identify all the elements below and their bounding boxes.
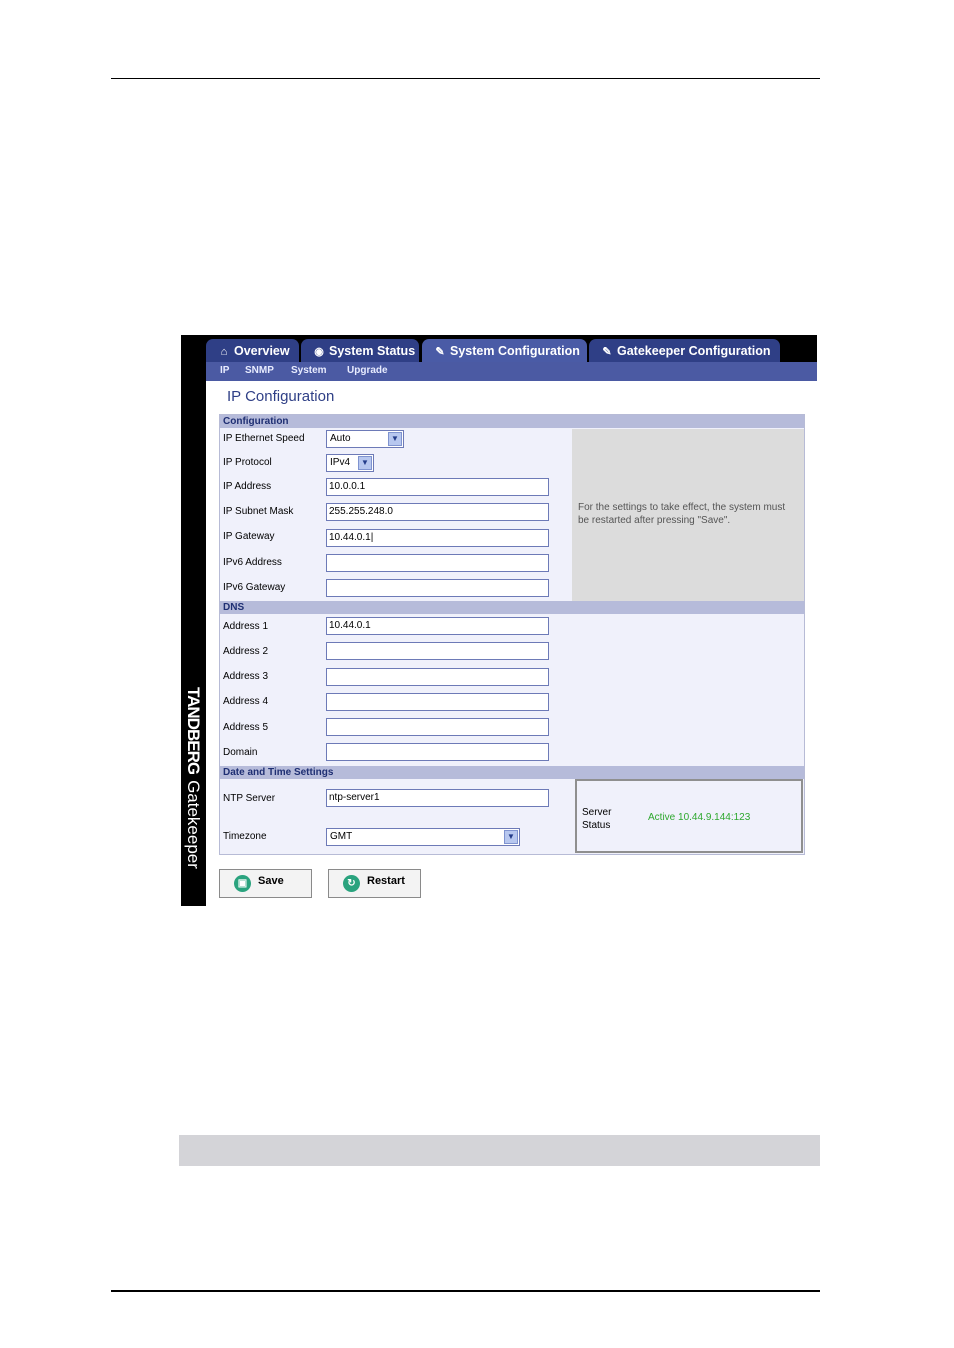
ipv6-gateway-label: IPv6 Gateway	[223, 582, 286, 593]
dns-address5-label: Address 5	[223, 722, 269, 733]
app-window	[181, 335, 817, 906]
tab-overview[interactable]: ⌂ Overview	[206, 339, 299, 362]
dns-address3-label: Address 3	[223, 671, 269, 682]
save-icon: ▣	[234, 875, 251, 892]
subnav-upgrade[interactable]: Upgrade	[347, 365, 388, 376]
ip-address-input[interactable]: 10.0.0.1	[326, 478, 549, 496]
page-title: IP Configuration	[227, 388, 335, 405]
top-rule	[111, 78, 820, 79]
ip-subnet-mask-input[interactable]: 255.255.248.0	[326, 503, 549, 521]
restart-button[interactable]: ↻ Restart	[328, 869, 421, 898]
brand-strip	[181, 335, 206, 906]
tab-gatekeeper-configuration[interactable]: ✎ Gatekeeper Configuration	[589, 339, 780, 362]
dns-address5-input[interactable]	[326, 718, 549, 736]
brand-logo: TANDBERGGatekeeper	[184, 687, 203, 869]
ntp-server-input[interactable]: ntp-server1	[326, 789, 549, 807]
restart-icon: ↻	[343, 875, 360, 892]
settings-panel	[219, 414, 805, 855]
ip-address-label: IP Address	[223, 481, 272, 492]
tab-system-status[interactable]: ◉ System Status	[301, 339, 419, 362]
save-button[interactable]: ▣ Save	[219, 869, 312, 898]
timezone-label: Timezone	[223, 831, 267, 842]
status-icon: ◉	[314, 346, 324, 358]
ip-subnet-mask-label: IP Subnet Mask	[223, 506, 294, 517]
dns-address4-label: Address 4	[223, 696, 269, 707]
dns-domain-label: Domain	[223, 747, 258, 758]
dns-address2-label: Address 2	[223, 646, 269, 657]
ip-protocol-select[interactable]: IPv4 ▼	[326, 454, 374, 472]
dns-address1-input[interactable]: 10.44.0.1	[326, 617, 549, 635]
chevron-down-icon: ▼	[358, 456, 372, 470]
subnav-system[interactable]: System	[291, 365, 327, 376]
ethernet-speed-label: IP Ethernet Speed	[223, 433, 305, 444]
server-status-box	[575, 779, 803, 853]
dns-address1-label: Address 1	[223, 621, 269, 632]
section-dns: DNS	[220, 601, 804, 614]
dns-address3-input[interactable]	[326, 668, 549, 686]
chevron-down-icon: ▼	[388, 432, 402, 446]
ethernet-speed-select[interactable]: Auto ▼	[326, 430, 404, 448]
sub-navigation	[206, 362, 817, 381]
restart-note-box	[572, 429, 804, 601]
dns-domain-input[interactable]	[326, 743, 549, 761]
chevron-down-icon: ▼	[504, 830, 518, 844]
section-configuration: Configuration	[220, 415, 804, 428]
briefcase-icon: ⌂	[220, 346, 228, 358]
server-status-label: Server Status	[582, 807, 612, 831]
ipv6-address-input[interactable]	[326, 554, 549, 572]
ip-gateway-label: IP Gateway	[223, 531, 275, 542]
gray-band	[179, 1135, 820, 1166]
restart-note: For the settings to take effect, the system must be restarted after pressing "Save".	[578, 502, 786, 526]
tab-system-configuration[interactable]: ✎ System Configuration	[422, 339, 587, 362]
wrench-icon: ✎	[602, 346, 612, 358]
server-status-value: Active 10.44.9.144:123	[648, 812, 751, 823]
section-date-time: Date and Time Settings	[220, 766, 804, 779]
subnav-snmp[interactable]: SNMP	[245, 365, 274, 376]
dns-address2-input[interactable]	[326, 642, 549, 660]
wrench-icon: ✎	[435, 346, 445, 358]
ipv6-gateway-input[interactable]	[326, 579, 549, 597]
timezone-select[interactable]: GMT ▼	[326, 828, 520, 846]
ntp-server-label: NTP Server	[223, 793, 276, 804]
bottom-rule	[111, 1290, 820, 1292]
dns-address4-input[interactable]	[326, 693, 549, 711]
subnav-ip[interactable]: IP	[220, 365, 230, 376]
ip-protocol-label: IP Protocol	[223, 457, 272, 468]
ipv6-address-label: IPv6 Address	[223, 557, 282, 568]
ip-gateway-input[interactable]: 10.44.0.1|	[326, 529, 549, 547]
tab-bar	[206, 335, 817, 362]
